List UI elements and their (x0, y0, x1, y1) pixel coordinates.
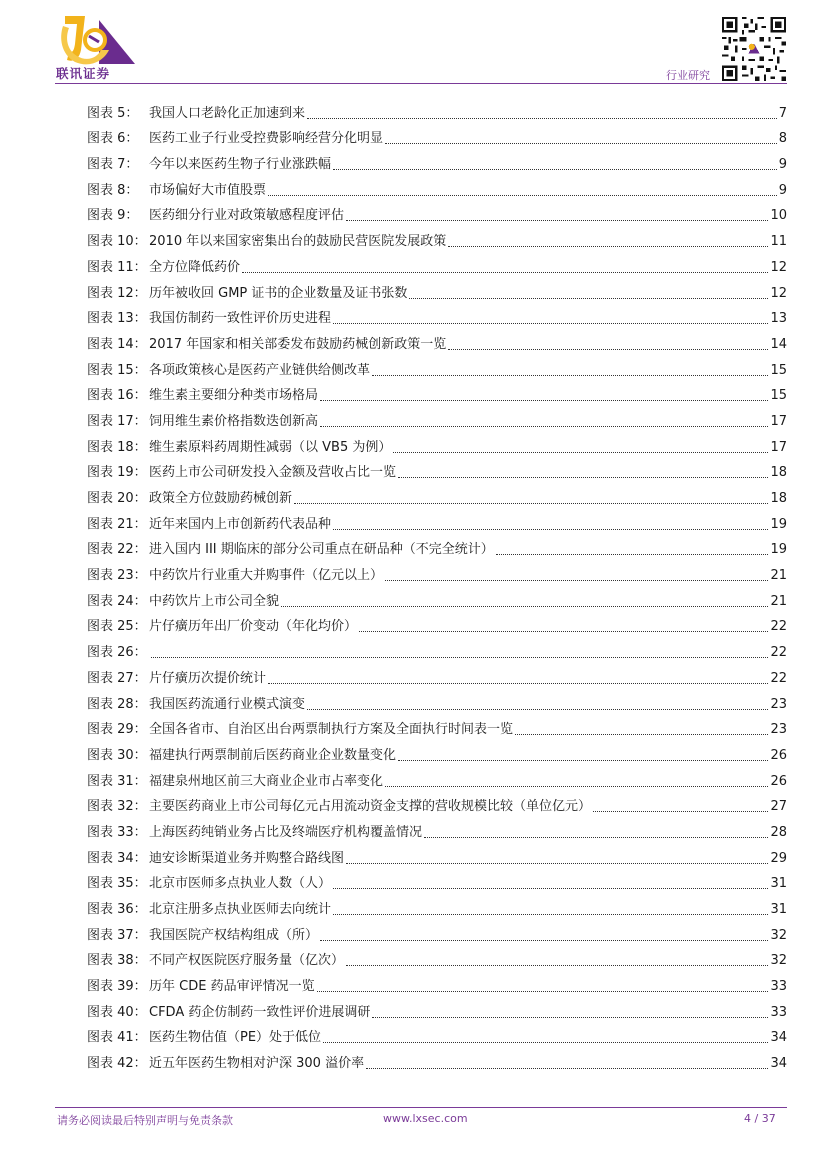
toc-entry[interactable] (87, 456, 787, 482)
figure-title: 我国仿制药一致性评价历史进程 (149, 311, 332, 327)
dot-leader (593, 811, 768, 812)
figure-label: 图表 34： (87, 850, 147, 866)
figure-page-number: 31 (770, 876, 787, 892)
dot-leader (320, 426, 768, 427)
dot-leader (307, 118, 777, 119)
toc-entry[interactable] (87, 558, 787, 584)
toc-entry[interactable] (87, 687, 787, 713)
figure-label: 图表 25： (87, 619, 147, 635)
figure-label: 图表 5： (87, 105, 139, 121)
figure-title: 历年被收回 GMP 证书的企业数量及证书张数 (149, 285, 408, 301)
figure-title: 饲用维生素价格指数迭创新高 (149, 413, 319, 429)
figure-label: 图表 18： (87, 439, 147, 455)
figure-title: 2017 年国家和相关部委发布鼓励药械创新政策一览 (149, 336, 447, 352)
figure-label: 图表 13： (87, 311, 147, 327)
figure-title: 进入国内 III 期临床的部分公司重点在研品种（不完全统计） (149, 542, 494, 558)
figure-label: 图表 12： (87, 285, 147, 301)
figure-label: 图表 38： (87, 953, 147, 969)
toc-entry[interactable] (87, 302, 787, 328)
figure-page-number: 21 (770, 568, 787, 584)
figure-label: 图表 11： (87, 259, 147, 275)
dot-leader (151, 657, 768, 658)
figure-page-number: 22 (770, 645, 787, 661)
figure-title: 2010 年以来国家密集出台的鼓励民营医院发展政策 (149, 234, 447, 250)
figure-title: 福建泉州地区前三大商业企业市占率变化 (149, 773, 384, 789)
figure-page-number: 15 (770, 388, 787, 404)
toc-entry[interactable] (87, 969, 787, 995)
report-type: 行业研究 (666, 69, 710, 82)
toc-entry[interactable] (87, 379, 787, 405)
figure-page-number: 18 (770, 465, 787, 481)
toc-entry[interactable] (87, 533, 787, 559)
figure-label: 图表 41： (87, 1030, 147, 1046)
figure-title: 中药饮片上市公司全貌 (149, 593, 280, 609)
dot-leader (398, 477, 768, 478)
dot-leader (333, 169, 777, 170)
toc-entry[interactable] (87, 918, 787, 944)
dot-leader (372, 1017, 768, 1018)
figure-title: 医药细分行业对政策敏感程度评估 (149, 208, 345, 224)
figure-label: 图表 33： (87, 824, 147, 840)
dot-leader (333, 914, 768, 915)
figure-title: 不同产权医院医疗服务量（亿次） (149, 953, 345, 969)
toc-entry[interactable] (87, 584, 787, 610)
figure-title: 医药生物估值（PE）处于低位 (149, 1030, 322, 1046)
figure-page-number: 9 (778, 182, 787, 198)
dot-leader (448, 246, 768, 247)
toc-entry[interactable] (87, 610, 787, 636)
toc-entry[interactable] (87, 507, 787, 533)
dot-leader (307, 709, 768, 710)
figure-title: 福建执行两票制前后医药商业企业数量变化 (149, 747, 397, 763)
figure-page-number: 34 (770, 1056, 787, 1072)
figure-page-number: 19 (770, 516, 787, 532)
figure-page-number: 17 (770, 439, 787, 455)
dot-leader (366, 1068, 768, 1069)
figure-title: 我国医药流通行业模式演变 (149, 696, 306, 712)
toc-entry[interactable] (87, 867, 787, 893)
figure-page-number: 34 (770, 1030, 787, 1046)
figure-label: 图表 7： (87, 157, 139, 173)
figure-title: 维生素主要细分种类市场格局 (149, 388, 319, 404)
dot-leader (268, 195, 777, 196)
toc-entry[interactable] (87, 96, 787, 122)
figure-title: 历年 CDE 药品审评情况一览 (149, 979, 315, 995)
toc-entry[interactable] (87, 1021, 787, 1047)
toc-entry[interactable] (87, 404, 787, 430)
dot-leader (346, 965, 768, 966)
figure-label: 图表 39： (87, 979, 147, 995)
figure-page-number: 13 (770, 311, 787, 327)
figure-page-number: 32 (770, 927, 787, 943)
toc-entry[interactable] (87, 199, 787, 225)
toc-entry[interactable] (87, 944, 787, 970)
figure-title: 医药工业子行业受控费影响经营分化明显 (149, 131, 384, 147)
figure-title: 近五年医药生物相对沪深 300 溢价率 (149, 1056, 365, 1072)
figure-title: 各项政策核心是医药产业链供给侧改革 (149, 362, 371, 378)
figure-label: 图表 8： (87, 182, 139, 198)
toc-entry[interactable] (87, 635, 787, 661)
dot-leader (385, 143, 777, 144)
figure-label: 图表 9： (87, 208, 139, 224)
toc-entry[interactable] (87, 122, 787, 148)
figure-page-number: 26 (770, 747, 787, 763)
figure-label: 图表 40： (87, 1004, 147, 1020)
dot-leader (333, 888, 768, 889)
figure-title: 维生素原料药周期性减弱（以 VB5 为例） (149, 439, 392, 455)
dot-leader (268, 683, 768, 684)
figure-page-number: 11 (770, 234, 787, 250)
figure-page-number: 10 (770, 208, 787, 224)
figure-label: 图表 24： (87, 593, 147, 609)
figure-label: 图表 31： (87, 773, 147, 789)
dot-leader (398, 760, 768, 761)
header-divider (55, 83, 787, 84)
figure-label: 图表 22： (87, 542, 147, 558)
figure-page-number: 12 (770, 285, 787, 301)
figure-page-number: 23 (770, 696, 787, 712)
figure-label: 图表 37： (87, 927, 147, 943)
dot-leader (333, 323, 768, 324)
figure-title: 迪安诊断渠道业务并购整合路线图 (149, 850, 345, 866)
toc-entry[interactable] (87, 481, 787, 507)
figure-page-number: 8 (778, 131, 787, 147)
dot-leader (346, 863, 768, 864)
toc-entry[interactable] (87, 713, 787, 739)
figure-title: 我国医院产权结构组成（所） (149, 927, 319, 943)
dot-leader (346, 220, 768, 221)
figure-title: 市场偏好大市值股票 (149, 182, 267, 198)
toc-entry[interactable] (87, 327, 787, 353)
toc-entry[interactable] (87, 841, 787, 867)
figure-page-number: 7 (778, 105, 787, 121)
figure-label: 图表 30： (87, 747, 147, 763)
dot-leader (393, 452, 768, 453)
toc-entry[interactable] (87, 276, 787, 302)
figure-page-number: 28 (770, 824, 787, 840)
toc-entry[interactable] (87, 661, 787, 687)
figure-label: 图表 28： (87, 696, 147, 712)
figure-page-number: 18 (770, 491, 787, 506)
figure-label: 图表 23： (87, 568, 147, 584)
toc-entry[interactable] (87, 173, 787, 199)
dot-leader (323, 1042, 768, 1043)
toc-entry[interactable] (87, 815, 787, 841)
figure-page-number: 17 (770, 413, 787, 429)
figure-title: 全国各省市、自治区出台两票制执行方案及全面执行时间表一览 (149, 722, 514, 738)
toc-entry[interactable] (87, 353, 787, 379)
figure-page-number: 9 (778, 157, 787, 173)
figure-title: 全方位降低药价 (149, 259, 241, 275)
dot-leader (385, 786, 768, 787)
toc-entry[interactable] (87, 1046, 787, 1072)
toc-entry[interactable] (87, 738, 787, 764)
figure-label: 图表 16： (87, 388, 147, 404)
figure-list (87, 96, 787, 1072)
dot-leader (409, 298, 768, 299)
dot-leader (372, 375, 768, 376)
figure-label: 图表 26： (87, 645, 147, 661)
figure-label: 图表 15： (87, 362, 147, 378)
figure-label: 图表 17： (87, 413, 147, 429)
figure-label: 图表 14： (87, 336, 147, 352)
figure-page-number: 14 (770, 336, 787, 352)
figure-title: 医药上市公司研发投入金额及营收占比一览 (149, 465, 397, 481)
dot-leader (424, 837, 768, 838)
figure-page-number: 27 (770, 799, 787, 815)
figure-page-number: 12 (770, 259, 787, 275)
dot-leader (359, 631, 768, 632)
figure-label: 图表 21： (87, 516, 147, 532)
figure-title: 上海医药纯销业务占比及终端医疗机构覆盖情况 (149, 824, 423, 840)
figure-label: 图表 10： (87, 234, 147, 250)
dot-leader (496, 554, 769, 555)
dot-leader (333, 529, 768, 530)
figure-label: 图表 29： (87, 722, 147, 738)
figure-label: 图表 27： (87, 670, 147, 686)
disclaimer-note: 请务必阅读最后特别声明与免责条款 (57, 1114, 233, 1127)
dot-leader (317, 991, 769, 992)
toc-entry[interactable] (87, 250, 787, 276)
figure-page-number: 32 (770, 953, 787, 969)
figure-title: 片仔癀历次提价统计 (149, 670, 267, 686)
toc-entry[interactable] (87, 430, 787, 456)
figure-page-number: 33 (770, 979, 787, 995)
qr-code-icon (722, 17, 786, 81)
toc-entry[interactable] (87, 892, 787, 918)
page-number: 4 / 37 (744, 1112, 776, 1125)
figure-page-number: 29 (770, 850, 787, 866)
toc-entry[interactable] (87, 147, 787, 173)
figure-title: 我国人口老龄化正加速到来 (149, 105, 306, 121)
figure-title: 政策全方位鼓励药械创新 (149, 491, 293, 506)
figure-title: CFDA 药企仿制药一致性评价进展调研 (149, 1004, 371, 1020)
footer-divider (55, 1107, 787, 1108)
dot-leader (294, 503, 768, 504)
toc-entry[interactable] (87, 995, 787, 1021)
toc-entry[interactable] (87, 764, 787, 790)
figure-title: 中药饮片行业重大并购事件（亿元以上） (149, 568, 384, 584)
page-header (0, 0, 827, 92)
figure-title: 北京注册多点执业医师去向统计 (149, 902, 332, 917)
figure-label: 图表 36： (87, 902, 147, 917)
figure-title: 今年以来医药生物子行业涨跌幅 (149, 157, 332, 173)
figure-title: 主要医药商业上市公司每亿元占用流动资金支撑的营收规模比较（单位亿元） (149, 799, 592, 815)
dot-leader (515, 734, 768, 735)
dot-leader (242, 272, 768, 273)
figure-label: 图表 42： (87, 1056, 147, 1072)
figure-page-number: 22 (770, 670, 787, 686)
company-name: 联讯证券 (56, 66, 111, 81)
figure-title: 近年来国内上市创新药代表品种 (149, 516, 332, 532)
figure-label: 图表 35： (87, 876, 147, 892)
figure-label: 图表 32： (87, 799, 147, 815)
dot-leader (281, 606, 768, 607)
figure-title: 北京市医师多点执业人数（人） (149, 876, 332, 892)
figure-page-number: 26 (770, 773, 787, 789)
dot-leader (320, 400, 768, 401)
figure-page-number: 15 (770, 362, 787, 378)
figure-page-number: 33 (770, 1004, 787, 1020)
figure-page-number: 21 (770, 593, 787, 609)
website-link[interactable]: www.lxsec.com (383, 1112, 468, 1125)
figure-label: 图表 19： (87, 465, 147, 481)
dot-leader (448, 349, 768, 350)
figure-page-number: 22 (770, 619, 787, 635)
toc-entry[interactable] (87, 224, 787, 250)
dot-leader (385, 580, 768, 581)
figure-label: 图表 20： (87, 491, 147, 506)
figure-title: 片仔癀历年出厂价变动（年化均价） (149, 619, 358, 635)
dot-leader (320, 940, 768, 941)
figure-label: 图表 6： (87, 131, 139, 147)
toc-entry[interactable] (87, 790, 787, 816)
figure-page-number: 23 (770, 722, 787, 738)
figure-page-number: 19 (770, 542, 787, 558)
figure-page-number: 31 (770, 902, 787, 917)
